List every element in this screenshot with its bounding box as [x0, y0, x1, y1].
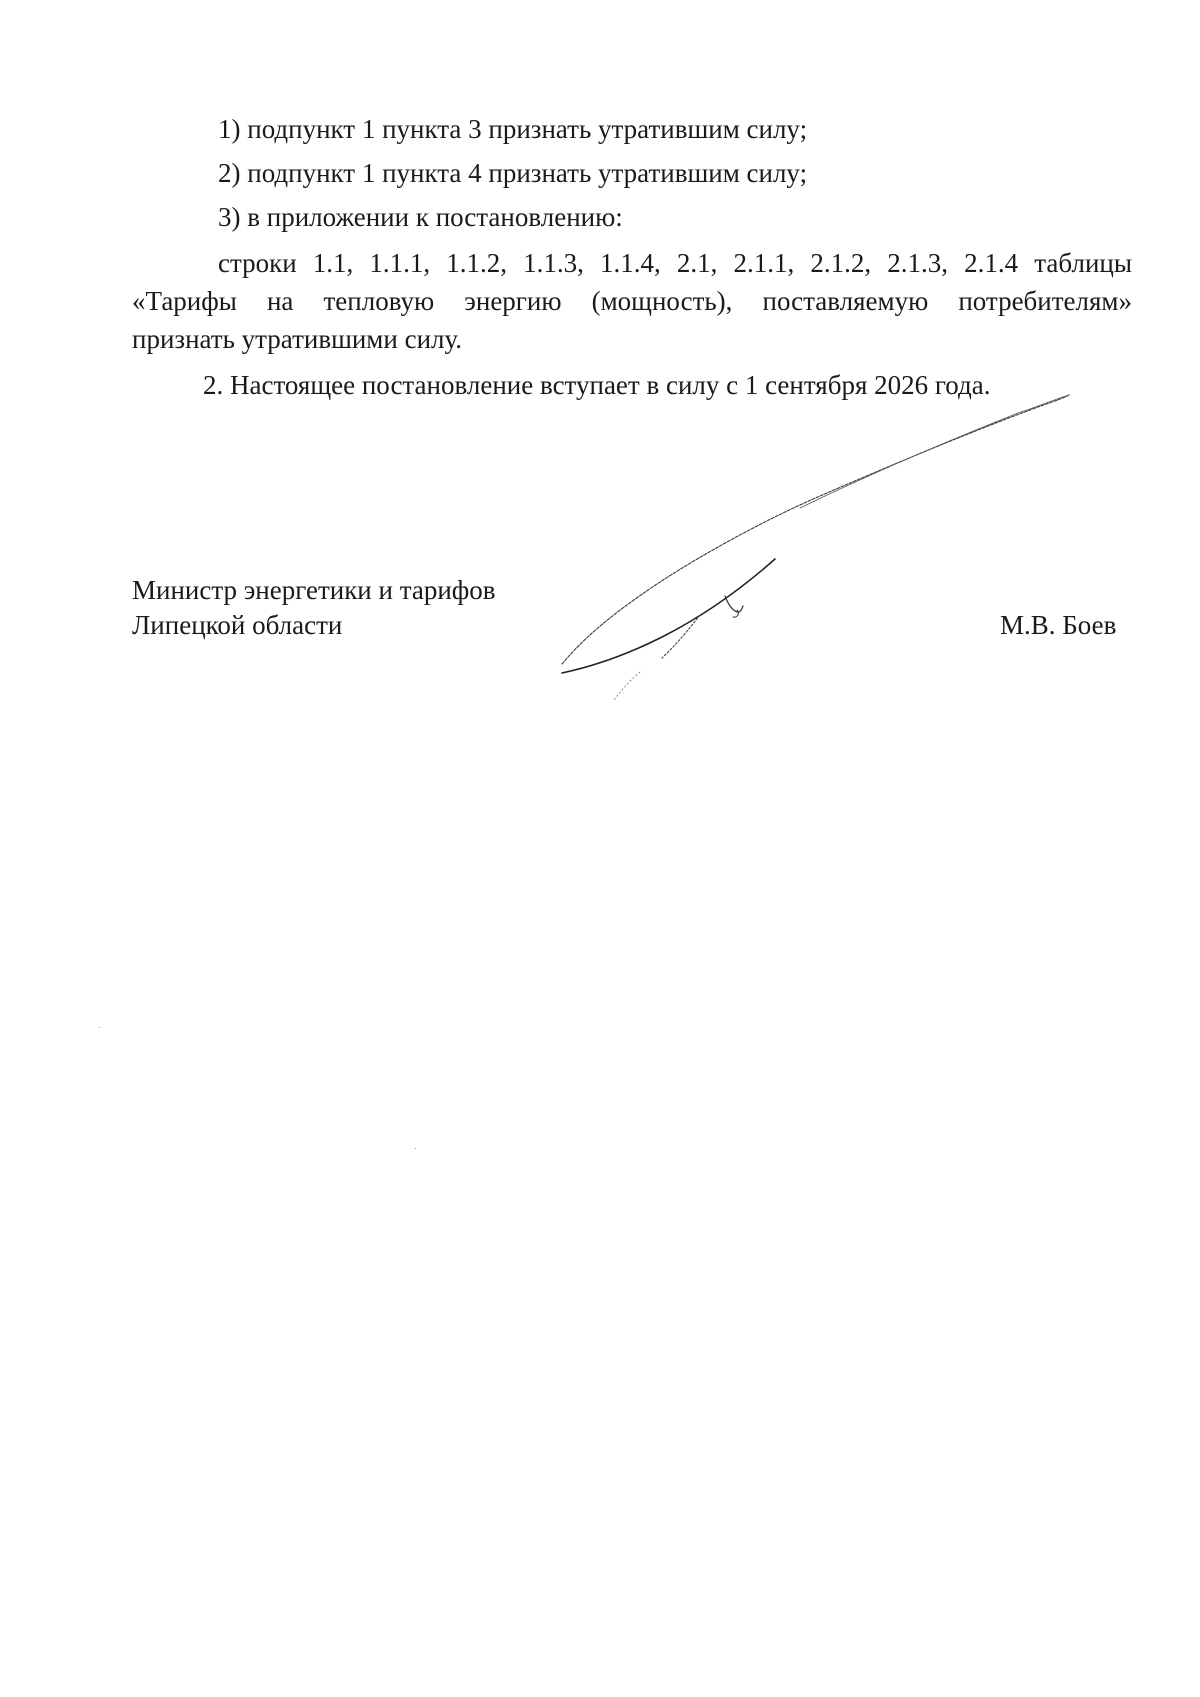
- rows-line-2: «Тарифы на тепловую энергию (мощность), поставляемую потребителям»: [132, 286, 1132, 316]
- rows-line-3: признать утратившими силу.: [132, 324, 463, 354]
- signatory-name: М.В. Боев: [1000, 610, 1117, 640]
- signatory-position-line-1: Министр энергетики и тарифов: [132, 575, 496, 605]
- item-3-text: 3) в приложении к постановлению:: [218, 202, 623, 232]
- item-1-text: 1) подпункт 1 пункта 3 признать утратившим силу;: [218, 114, 808, 144]
- scan-speck: [415, 1148, 416, 1149]
- signatory-position-line-2: Липецкой области: [132, 610, 343, 640]
- clause-2-text: 2. Настоящее постановление вступает в силу с 1 сентября 2026 года.: [203, 370, 991, 400]
- scan-speck: [99, 1027, 100, 1028]
- item-2-text: 2) подпункт 1 пункта 4 признать утратившим силу;: [218, 158, 808, 188]
- rows-line-1: строки 1.1, 1.1.1, 1.1.2, 1.1.3, 1.1.4, 2.1, 2.1.1, 2.1.2, 2.1.3, 2.1.4 таблицы: [218, 248, 1132, 278]
